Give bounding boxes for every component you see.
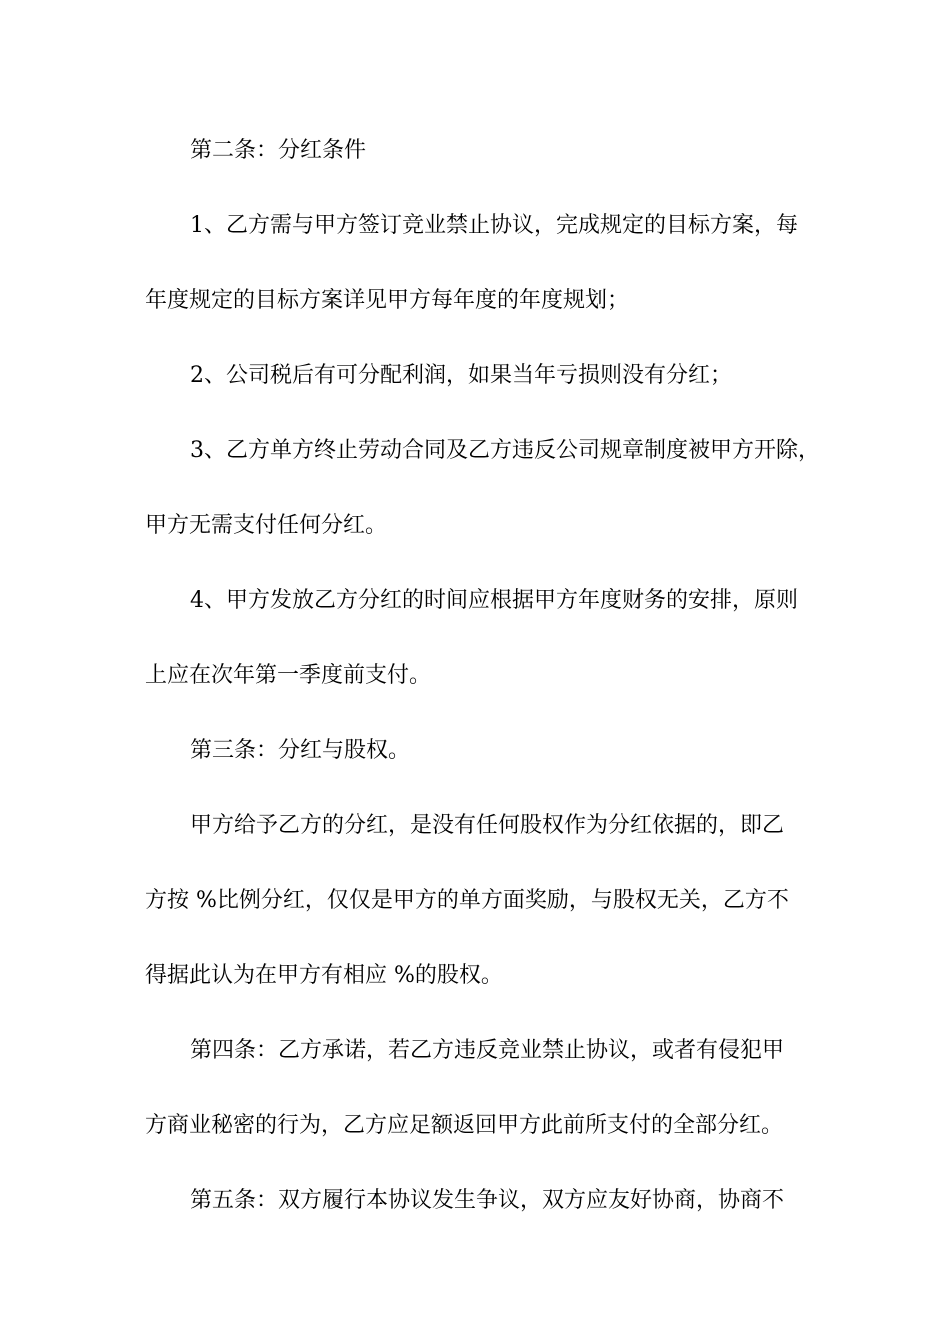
paragraph-line: 甲方给予乙方的分红，是没有任何股权作为分红依据的，即乙 [190,813,785,838]
paragraph-line: 上应在次年第一季度前支付。 [145,663,432,688]
paragraph-line: 4、甲方发放乙方分红的时间应根据甲方年度财务的安排，原则 [190,588,798,613]
article-4-paragraph: 第四条：乙方承诺，若乙方违反竞业禁止协议，或者有侵犯甲 [190,1038,785,1063]
paragraph-line: 2、公司税后有可分配利润，如果当年亏损则没有分红； [190,363,732,388]
article-5-paragraph: 第五条：双方履行本协议发生争议，双方应友好协商，协商不 [190,1188,785,1213]
paragraph-line: 1、乙方需与甲方签订竞业禁止协议，完成规定的目标方案，每 [190,213,798,238]
paragraph-line: 3、乙方单方终止劳动合同及乙方违反公司规章制度被甲方开除， [190,438,820,463]
paragraph-line: 年度规定的目标方案详见甲方每年度的年度规划； [145,288,630,313]
paragraph-line: 方商业秘密的行为，乙方应足额返回甲方此前所支付的全部分红。 [145,1113,784,1138]
article-2-heading: 第二条：分红条件 [190,138,367,163]
paragraph-line: 方按 %比例分红，仅仅是甲方的单方面奖励，与股权无关，乙方不 [145,888,789,913]
paragraph-line: 得据此认为在甲方有相应 %的股权。 [145,963,503,988]
article-3-heading: 第三条：分红与股权。 [190,738,411,763]
paragraph-line: 甲方无需支付任何分红。 [145,513,388,538]
